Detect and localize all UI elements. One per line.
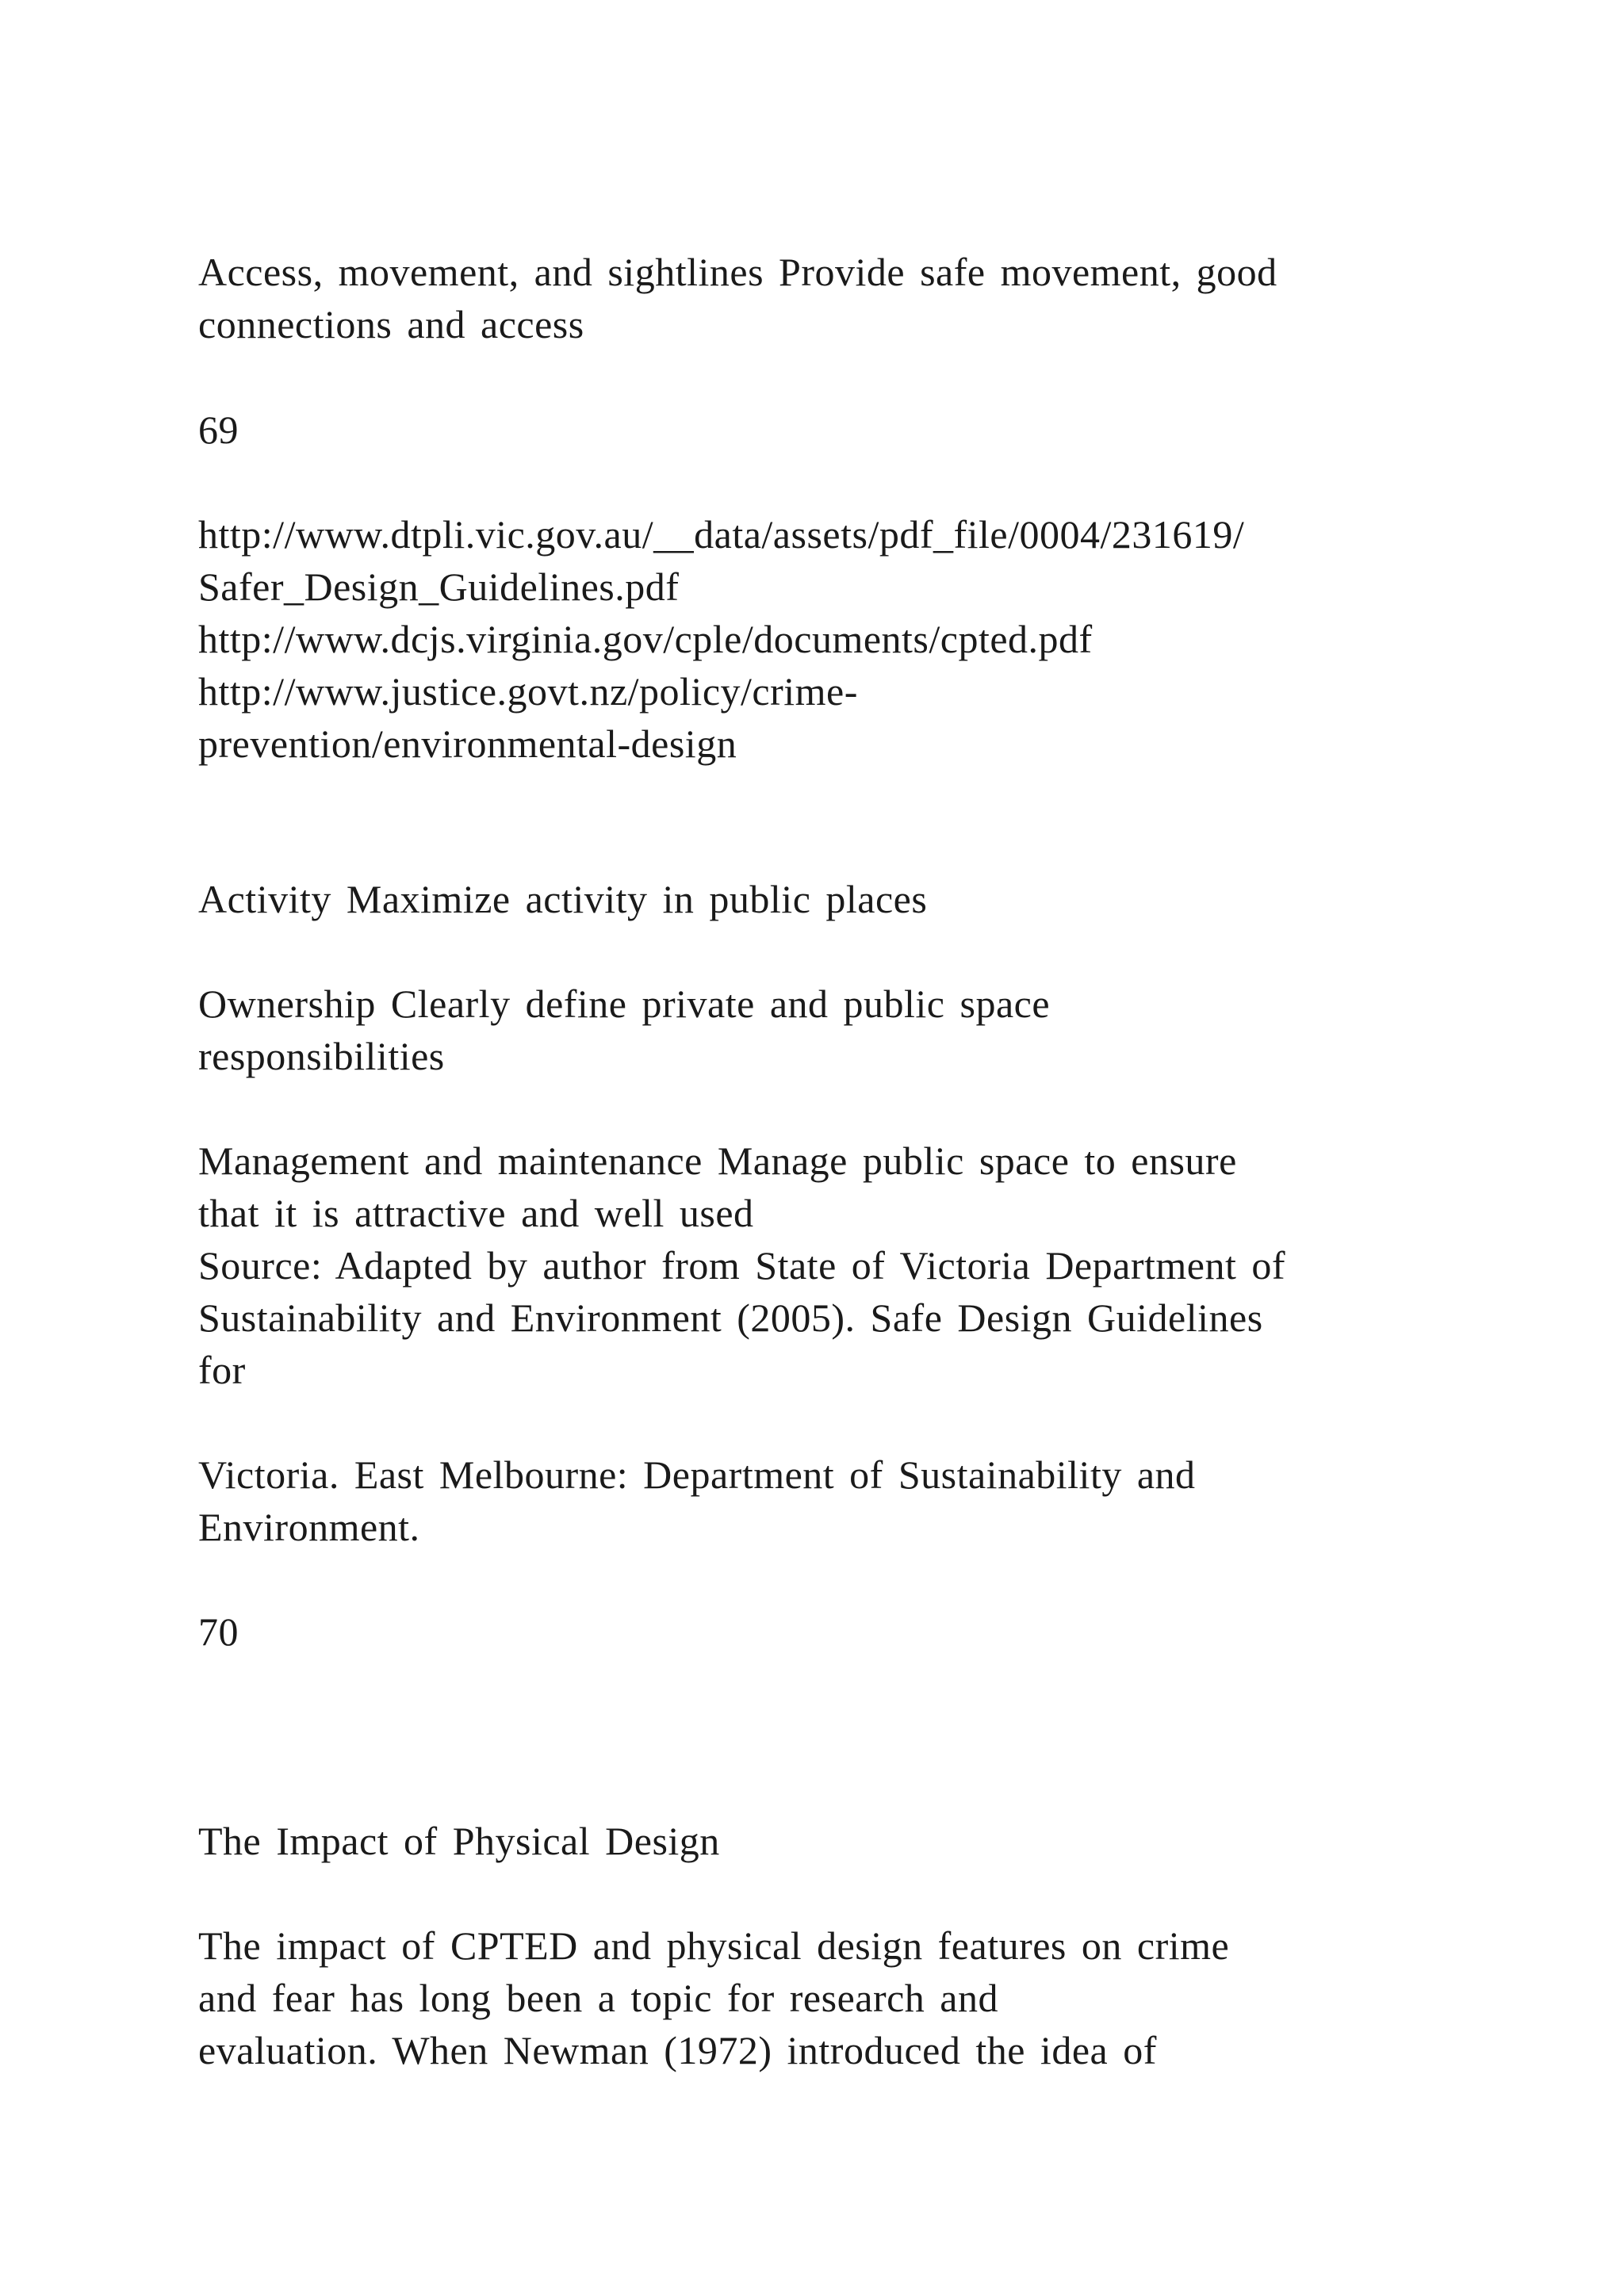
text-line: and fear has long been a topic for research and [198, 1976, 998, 2020]
url-link: Safer_Design_Guidelines.pdf [198, 564, 680, 609]
source-note: Sustainability and Environment (2005). Safe Design Guidelines [198, 1295, 1263, 1340]
text-line: connections and access [198, 302, 584, 346]
text-line: The impact of CPTED and physical design features on crime [198, 1923, 1230, 1968]
page-number: 70 [198, 1609, 239, 1654]
section-heading: The Impact of Physical Design [198, 1819, 720, 1863]
source-note: Source: Adapted by author from State of Victoria Department of [198, 1243, 1285, 1288]
page-number: 69 [198, 408, 239, 452]
source-note: Victoria. East Melbourne: Department of Sustainability and [198, 1452, 1196, 1497]
text-line: Management and maintenance Manage public space to ensure [198, 1138, 1237, 1183]
source-note: Environment. [198, 1505, 420, 1549]
text-line: that it is attractive and well used [198, 1191, 754, 1235]
text-line: Activity Maximize activity in public places [198, 877, 928, 921]
source-note: for [198, 1348, 246, 1392]
url-link: http://www.dcjs.virginia.gov/cple/documents/cpted.pdf [198, 617, 1093, 661]
text-line: responsibilities [198, 1034, 445, 1078]
text-line: Access, movement, and sightlines Provide safe movement, good [198, 250, 1277, 294]
url-link: http://www.justice.govt.nz/policy/crime- [198, 669, 858, 714]
text-line: evaluation. When Newman (1972) introduced the idea of [198, 2028, 1157, 2072]
url-link: prevention/environmental-design [198, 721, 737, 766]
text-line: Ownership Clearly define private and public space [198, 982, 1051, 1026]
url-link: http://www.dtpli.vic.gov.au/__data/assets/pdf_file/0004/231619/ [198, 512, 1245, 557]
